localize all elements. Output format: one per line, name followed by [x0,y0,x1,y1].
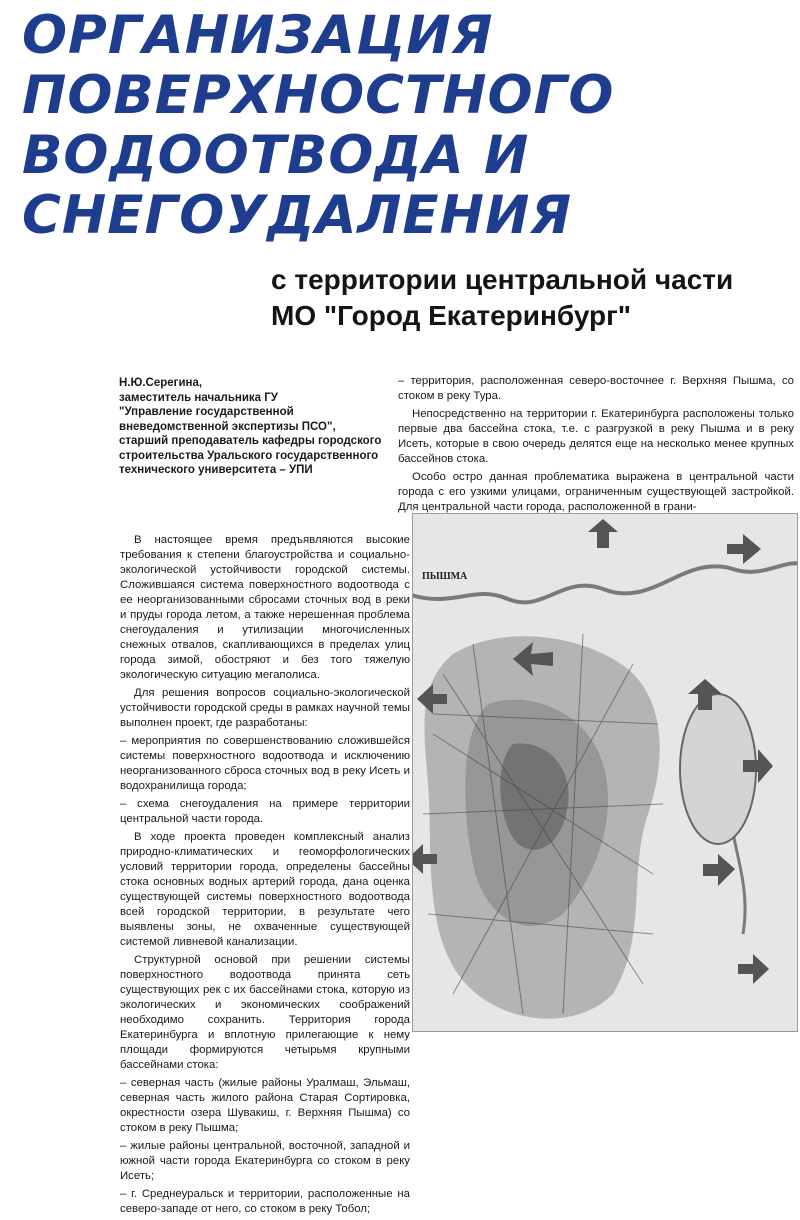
title-line: ПОВЕРХНОСТНОГО [22,65,615,126]
title-line: ВОДООТВОДА И [22,125,530,186]
paragraph: Особо остро данная проблематика выражена в центральной части города с его узкими улицами, ограниченным существующей застройкой. Для центральной части города, расположенной в грани- [398,471,794,513]
city-drainage-map [412,513,798,1032]
author-name: Н.Ю.Серегина, [119,377,203,389]
paragraph: В ходе проекта проведен комплексный анализ природно-климатических и геоморфологических условий территории города, определены бассейны стока основных водных артерий города, дана оценка существующей системы поверхностного водоотвода всей городской территории, в результате чего выявлены зоны, не охваченные существующей системой ливневой канализации. [120,831,410,948]
author-affiliation-line: старший преподаватель кафедры городского [119,435,382,447]
subtitle-line: с территории центральной части [271,264,734,295]
left-text-column [120,533,410,1220]
paragraph: – мероприятия по совершенствованию сложившейся системы поверхностного водоотвода и исключению неорганизованного сброса сточных вод в реку Исеть и водохранилища города; [120,735,410,792]
title-line: ОРГАНИЗАЦИЯ [22,5,494,66]
author-affiliation-line: заместитель начальника ГУ [119,391,278,404]
map-place-label: ПЫШМА [422,571,468,582]
paragraph: Для решения вопросов социально-экологической устойчивости городской среды в рамках научной темы выполнен проект, где разработаны: [120,687,410,729]
paragraph: Структурной основой при решении системы поверхностного водоотвода принята сеть существующих рек с их бассейнами стока, которую из экологических и экономических соображений необходимо сохранить. Территория города Екатеринбурга и вплотную прилегающие к нему площади формируются четырьмя крупными бассейнами стока: [120,954,410,1071]
author-block [119,376,399,478]
map-graphic [413,514,797,1031]
paragraph: В настоящее время предъявляются высокие требования к степени благоустройства и социально-экологической устойчивости городской системы. Сложившаяся система поверхностного водоотвода с ее неорганизованными сбросами сточных вод в реки и пруды города летом, а также нерешенная проблема снегоудаления и утилизации многочисленных снежных отвалов, скапливающихся в пределах улиц города зимой, обостряют и без того тяжелую экологическую ситуацию мегаполиса. [120,534,410,681]
right-text-column [398,374,794,518]
author-affiliation-line: технического университета – УПИ [119,464,313,476]
author-affiliation-line: "Управление государственной [119,406,294,418]
subtitle-line: МО "Город Екатеринбург" [271,300,632,331]
paragraph: – жилые районы центральной, восточной, западной и южной части города Екатеринбурга со стоком в реку Исеть; [120,1140,410,1182]
paragraph: – северная часть (жилые районы Уралмаш, Эльмаш, северная часть жилого района Старая Сортировка, окрестности озера Шувакиш, г. Верхняя Пышма) со стоком в реку Пышма; [120,1077,410,1134]
article-subtitle [271,262,733,334]
article-title [22,6,614,246]
paragraph: – территория, расположенная северо-восточнее г. Верхняя Пышма, со стоком в реку Тура. [398,375,794,402]
paragraph: – схема снегоудаления на примере территории центральной части города. [120,798,410,825]
title-line: СНЕГОУДАЛЕНИЯ [22,185,573,246]
paragraph: – г. Среднеуральск и территории, расположенные на северо-западе от него, со стоком в реку Тобол; [120,1188,410,1215]
author-affiliation-line: вневедомственной экспертизы ПСО", [119,420,336,433]
author-affiliation-line: строительства Уральского государственного [119,449,379,462]
paragraph: Непосредственно на территории г. Екатеринбурга расположены только первые два бассейна стока, т.е. с разгрузкой в реку Пышма и в реку Исеть, которые в свою очередь делятся еще на несколько менее крупных бассейнов стока. [398,408,794,465]
